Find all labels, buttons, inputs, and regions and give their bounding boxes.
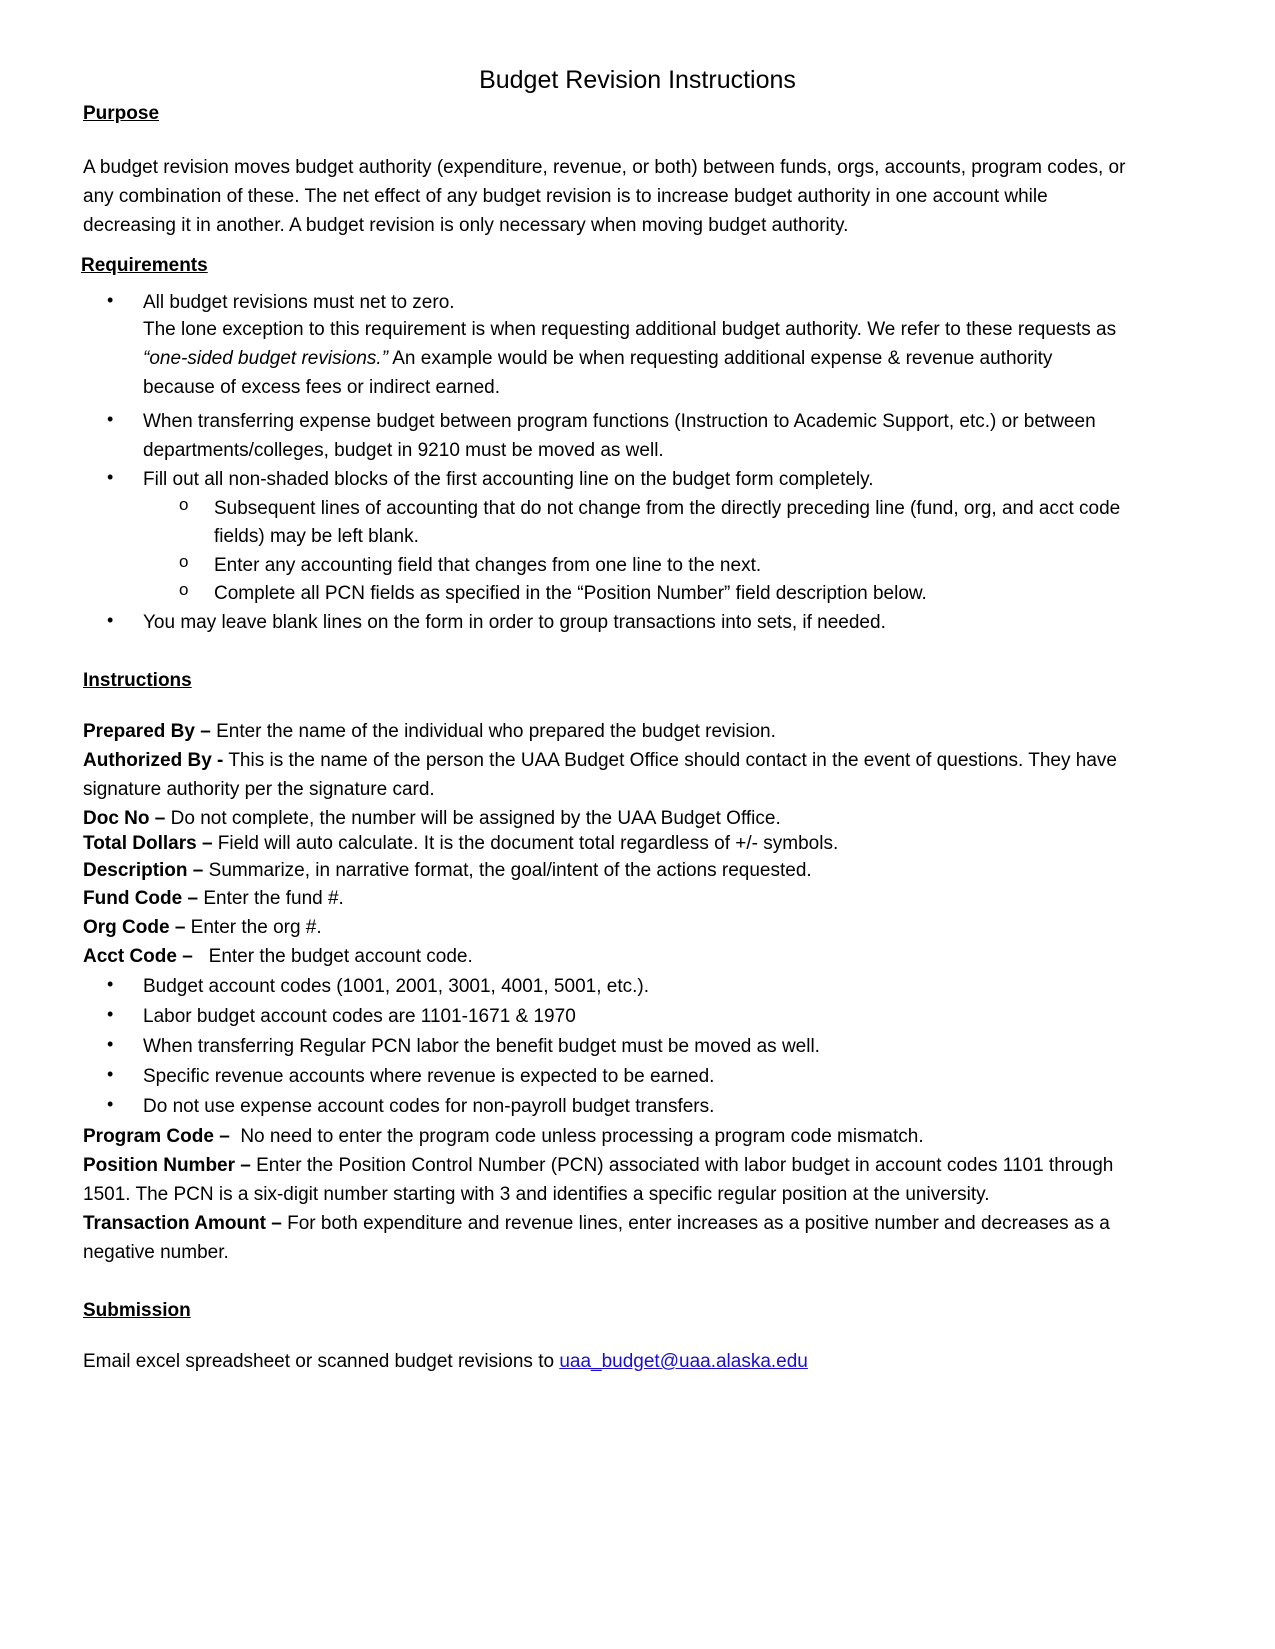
- bullet-glyph: •: [107, 610, 114, 630]
- bullet-glyph: •: [107, 974, 114, 994]
- requirement-3-sub-2: Enter any accounting field that changes from one line to the next.: [214, 555, 762, 576]
- position-number-text: Enter the Position Control Number (PCN) associated with labor budget in account codes 1101 through: [250, 1155, 1114, 1176]
- acct-bullet-2: Labor budget account codes are 1101-1671 & 1970: [143, 1006, 576, 1027]
- instruction-authorized-by: [83, 746, 1117, 775]
- purpose-line-3: decreasing it in another. A budget revision is only necessary when moving budget authority.: [83, 215, 849, 236]
- instruction-org-code: [83, 913, 322, 942]
- acct-bullet-5: Do not use expense account codes for non-payroll budget transfers.: [143, 1096, 715, 1117]
- requirement-3-sub-1-line-1: Subsequent lines of accounting that do not change from the directly preceding line (fund, org, and acct code: [214, 498, 1121, 519]
- requirement-1-line-1: All budget revisions must net to zero.: [143, 292, 455, 313]
- fund-code-text: Enter the fund #.: [198, 888, 344, 909]
- instruction-authorized-by-line-2: signature authority per the signature card.: [83, 779, 435, 800]
- requirements-heading: Requirements: [81, 255, 208, 276]
- instruction-description: [83, 856, 812, 885]
- purpose-line-2: any combination of these. The net effect of any budget revision is to increase budget authority in one account while: [83, 186, 1048, 207]
- acct-bullet-3: When transferring Regular PCN labor the benefit budget must be moved as well.: [143, 1036, 820, 1057]
- bullet-glyph: •: [107, 467, 114, 487]
- position-number-label: Position Number –: [83, 1155, 251, 1176]
- instruction-total-dollars: [83, 829, 838, 858]
- transaction-amount-label: Transaction Amount –: [83, 1213, 282, 1234]
- instruction-position-number-line-2: 1501. The PCN is a six-digit number starting with 3 and identifies a specific regular position at the university.: [83, 1184, 990, 1205]
- instruction-program-code: [83, 1122, 924, 1151]
- submission-text: Email excel spreadsheet or scanned budget revisions to: [83, 1351, 560, 1372]
- bullet-glyph: •: [107, 1004, 114, 1024]
- acct-code-label: Acct Code –: [83, 946, 193, 967]
- requirement-1-line-2: The lone exception to this requirement is when requesting additional budget authority. We refer to these requests as: [143, 319, 1117, 340]
- bullet-glyph: •: [107, 1064, 114, 1084]
- instructions-heading: Instructions: [83, 670, 192, 691]
- instruction-transaction-amount: [83, 1209, 1110, 1238]
- requirement-2-line-1: When transferring expense budget between program functions (Instruction to Academic Support, etc.) or between: [143, 411, 1096, 432]
- one-sided-term: “one-sided budget revisions.”: [143, 348, 389, 369]
- total-dollars-label: Total Dollars –: [83, 833, 213, 854]
- description-text: Summarize, in narrative format, the goal/intent of the actions requested.: [203, 860, 812, 881]
- requirement-4: You may leave blank lines on the form in order to group transactions into sets, if needed.: [143, 612, 886, 633]
- requirement-3-sub-3: Complete all PCN fields as specified in the “Position Number” field description below.: [214, 583, 927, 604]
- bullet-glyph: •: [107, 1094, 114, 1114]
- instruction-acct-code: [83, 942, 473, 971]
- authorized-by-text: This is the name of the person the UAA Budget Office should contact in the event of questions. They have: [223, 750, 1117, 771]
- doc-no-label: Doc No –: [83, 808, 166, 829]
- purpose-line-1: A budget revision moves budget authority (expenditure, revenue, or both) between funds, orgs, accounts, program codes, or: [83, 157, 1126, 178]
- prepared-by-label: Prepared By –: [83, 721, 211, 742]
- requirement-2-line-2: departments/colleges, budget in 9210 must be moved as well.: [143, 440, 664, 461]
- instruction-transaction-amount-line-2: negative number.: [83, 1242, 229, 1263]
- submission-line: [83, 1347, 808, 1376]
- submission-email-link[interactable]: uaa_budget@uaa.alaska.edu: [559, 1351, 808, 1372]
- bullet-glyph: •: [107, 409, 114, 429]
- description-label: Description –: [83, 860, 204, 881]
- document-title: Budget Revision Instructions: [479, 66, 796, 94]
- instruction-position-number: [83, 1151, 1113, 1180]
- doc-no-text: Do not complete, the number will be assigned by the UAA Budget Office.: [165, 808, 781, 829]
- org-code-text: Enter the org #.: [185, 917, 322, 938]
- submission-heading: Submission: [83, 1300, 191, 1321]
- total-dollars-text: Field will auto calculate. It is the document total regardless of +/- symbols.: [212, 833, 839, 854]
- sub-bullet-glyph: o: [179, 495, 189, 514]
- sub-bullet-glyph: o: [179, 580, 189, 599]
- requirement-1-line-3-rest: An example would be when requesting additional expense & revenue authority: [388, 348, 1053, 369]
- requirement-1-line-4: because of excess fees or indirect earned.: [143, 377, 500, 398]
- acct-bullet-1: Budget account codes (1001, 2001, 3001, 4001, 5001, etc.).: [143, 976, 649, 997]
- instruction-prepared-by: [83, 717, 776, 746]
- bullet-glyph: •: [107, 1034, 114, 1054]
- org-code-label: Org Code –: [83, 917, 186, 938]
- requirement-3-line-1: Fill out all non-shaded blocks of the first accounting line on the budget form completely.: [143, 469, 874, 490]
- acct-code-text: Enter the budget account code.: [192, 946, 473, 967]
- bullet-glyph: •: [107, 290, 114, 310]
- prepared-by-text: Enter the name of the individual who prepared the budget revision.: [210, 721, 776, 742]
- transaction-amount-text: For both expenditure and revenue lines, enter increases as a positive number and decreases as a: [281, 1213, 1110, 1234]
- requirement-3-sub-1-line-2: fields) may be left blank.: [214, 526, 419, 547]
- program-code-label: Program Code –: [83, 1126, 230, 1147]
- purpose-heading: Purpose: [83, 103, 160, 124]
- acct-bullet-4: Specific revenue accounts where revenue is expected to be earned.: [143, 1066, 715, 1087]
- instruction-fund-code: [83, 884, 344, 913]
- fund-code-label: Fund Code –: [83, 888, 199, 909]
- program-code-text: No need to enter the program code unless processing a program code mismatch.: [229, 1126, 924, 1147]
- sub-bullet-glyph: o: [179, 552, 189, 571]
- authorized-by-label: Authorized By -: [83, 750, 224, 771]
- requirement-1-line-3: [143, 344, 1052, 373]
